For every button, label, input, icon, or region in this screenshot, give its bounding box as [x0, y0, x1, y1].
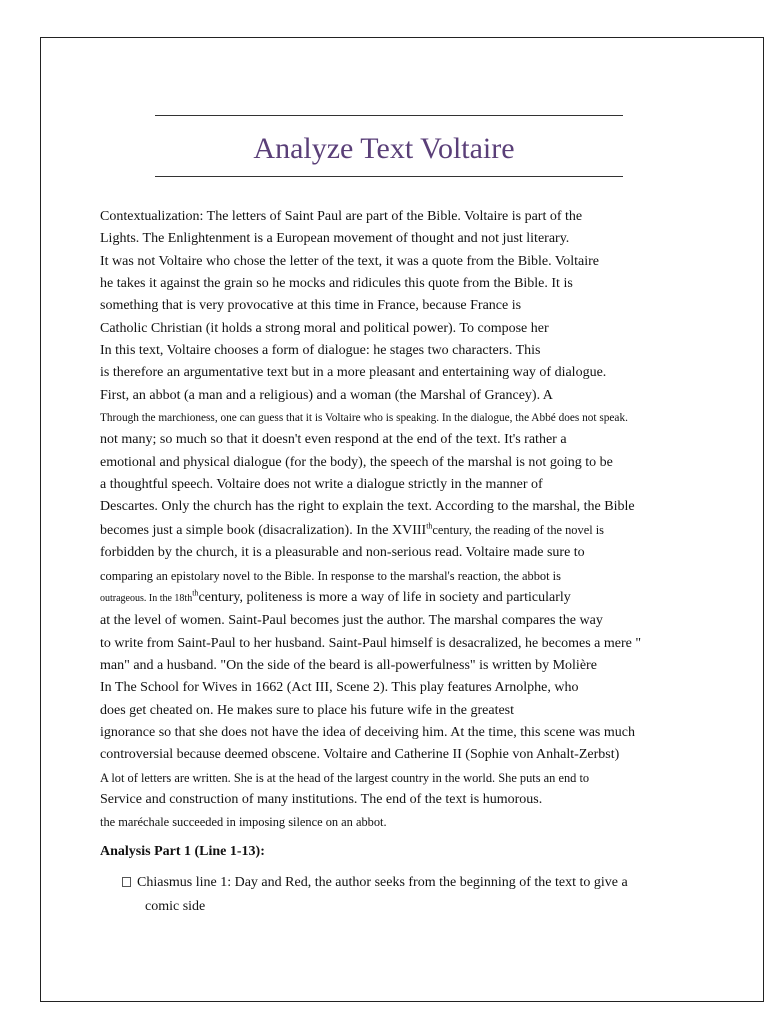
text-line: something that is very provocative at this time in France, because France is [100, 298, 522, 314]
text-line: comparing an epistolary novel to the Bible. In response to the marshal's reaction, the abbot is [100, 568, 561, 583]
bullet-text: Chiasmus line 1: Day and Red, the author seeks from the beginning of the text to give a [137, 875, 628, 890]
text-line: Through the marchioness, one can guess that it is Voltaire who is speaking. In the dialogue, the Abbé does not speak. [100, 412, 628, 425]
text-segment: becomes just a simple book (disacralization). In the XVIII [100, 522, 427, 538]
body-text [100, 206, 700, 834]
text-line: Contextualization: The letters of Saint Paul are part of the Bible. Voltaire is part of the [100, 209, 583, 224]
text-line: Lights. The Enlightenment is a European movement of thought and not just literary. [100, 231, 570, 247]
text-line: Catholic Christian (it holds a strong moral and political power). To compose her [100, 320, 549, 336]
text-line: ignorance so that she does not have the idea of deceiving him. At the time, this scene was much [100, 724, 635, 740]
text-line: to write from Saint-Paul to her husband. Saint-Paul himself is desacralized, he becomes a mere " [100, 635, 642, 651]
text-line: emotional and physical dialogue (for the body), the speech of the marshal is not going to be [100, 454, 613, 470]
title-rule-bottom [155, 176, 623, 177]
text-line: Service and construction of many institutions. The end of the text is humorous. [100, 791, 543, 807]
text-line: In The School for Wives in 1662 (Act III, Scene 2). This play features Arnolphe, who [100, 680, 579, 696]
ordinal-superscript: th [192, 588, 199, 598]
analysis-heading: Analysis Part 1 (Line 1-13): [100, 844, 265, 859]
text-line: Descartes. Only the church has the right to explain the text. According to the marshal, the Bible [100, 499, 635, 515]
bullet-box-icon [122, 877, 131, 887]
text-line: It was not Voltaire who chose the letter of the text, it was a quote from the Bible. Voltaire [100, 253, 599, 269]
text-segment: century, the reading of the novel is [432, 522, 604, 537]
text-line: does get cheated on. He makes sure to place his future wife in the greatest [100, 702, 515, 718]
text-line: In this text, Voltaire chooses a form of dialogue: he stages two characters. This [100, 343, 541, 359]
text-segment: century, politeness is more a way of life in society and particularly [198, 589, 571, 605]
text-line: First, an abbot (a man and a religious) and a woman (the Marshal of Grancey). A [100, 387, 553, 403]
text-line: a thoughtful speech. Voltaire does not write a dialogue strictly in the manner of [100, 477, 543, 493]
text-line: the maréchale succeeded in imposing silence on an abbot. [100, 815, 387, 830]
bullet-item [122, 871, 682, 919]
document-title: Analyze Text Voltaire [253, 132, 515, 165]
text-line: he takes it against the grain so he mocks and ridicules this quote from the Bible. It is [100, 276, 573, 292]
bullet-text-continued: comic side [145, 899, 206, 914]
text-line: is therefore an argumentative text but in a more pleasant and entertaining way of dialogue. [100, 365, 607, 381]
text-line: man" and a husband. "On the side of the beard is all-powerfulness" is written by Molière [100, 657, 597, 673]
text-line: not many; so much so that it doesn't even respond at the end of the text. It's rather a [100, 432, 567, 448]
text-line: at the level of women. Saint-Paul becomes just the author. The marshal compares the way [100, 613, 603, 629]
text-line [100, 519, 700, 542]
text-line: A lot of letters are written. She is at the head of the largest country in the world. She puts an end to [100, 770, 590, 785]
text-line: forbidden by the church, it is a pleasurable and non-serious read. Voltaire made sure to [100, 545, 585, 561]
title-rule-top [155, 115, 623, 116]
text-segment: outrageous. In the 18th [100, 592, 193, 604]
text-line [100, 587, 700, 610]
text-line: controversial because deemed obscene. Voltaire and Catherine II (Sophie von Anhalt-Zerbst) [100, 747, 620, 763]
ordinal-superscript: th [426, 521, 433, 531]
